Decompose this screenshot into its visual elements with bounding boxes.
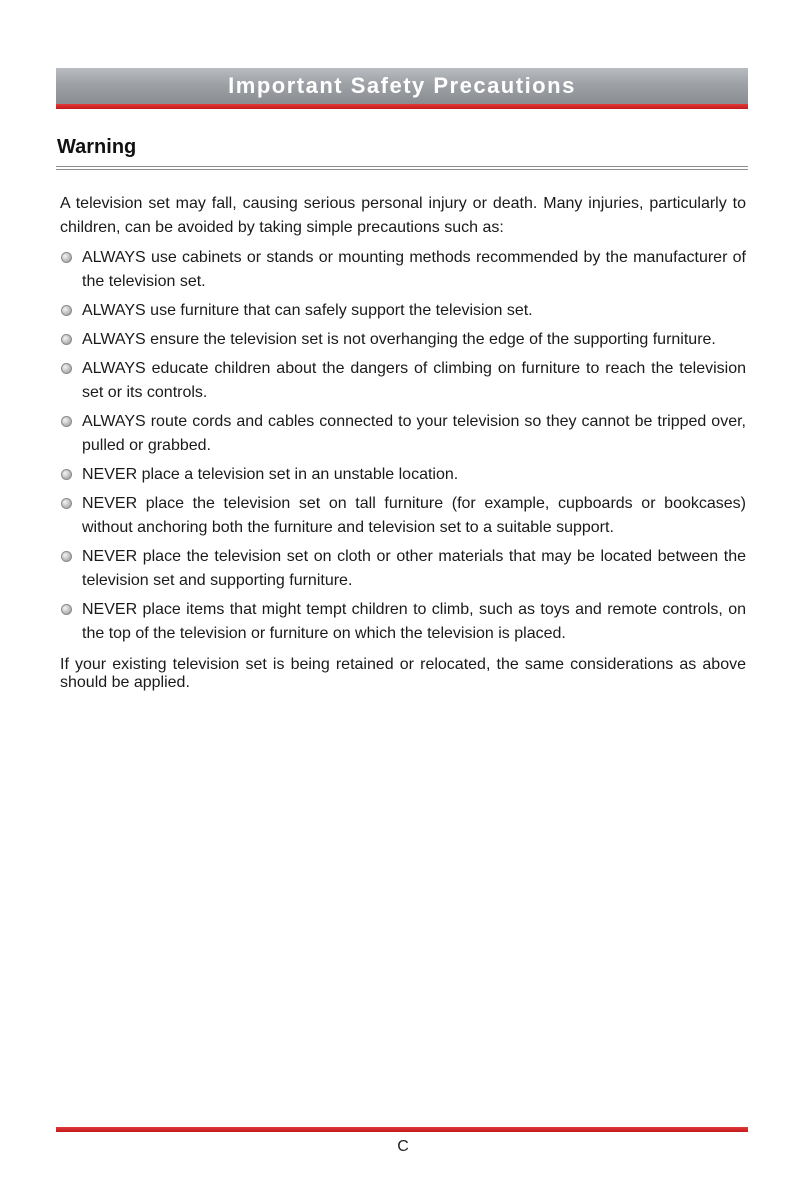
section-divider (56, 166, 748, 170)
header-divider (56, 104, 748, 109)
bullet-icon (61, 252, 72, 263)
precaution-list (60, 246, 746, 646)
list-item-text: NEVER place a television set in an unstable location. (82, 466, 459, 483)
list-item (60, 328, 746, 352)
page-number: C (397, 1138, 409, 1155)
page-title: Important Safety Precautions (228, 73, 576, 98)
footer-divider (56, 1127, 748, 1132)
list-item (60, 410, 746, 458)
list-item-text: ALWAYS use furniture that can safely support the television set. (82, 302, 533, 319)
list-item-text: NEVER place items that might tempt children to climb, such as toys and remote controls, on the top of the television or furniture on which the television is placed. (82, 601, 746, 642)
list-item (60, 357, 746, 405)
list-item (60, 545, 746, 593)
list-item-text: ALWAYS use cabinets or stands or mounting methods recommended by the manufacturer of the television set. (82, 249, 746, 290)
warning-content (60, 192, 746, 708)
bullet-icon (61, 551, 72, 562)
bullet-icon (61, 469, 72, 480)
list-item-text: ALWAYS ensure the television set is not overhanging the edge of the supporting furniture. (82, 331, 716, 348)
bullet-icon (61, 363, 72, 374)
intro-paragraph: A television set may fall, causing serious personal injury or death. Many injuries, particularly to children, can be avoided by taking simple precautions such as: (60, 195, 746, 236)
bullet-icon (61, 604, 72, 615)
list-item-text: ALWAYS educate children about the dangers of climbing on furniture to reach the television set or its controls. (82, 360, 746, 401)
list-item (60, 492, 746, 540)
list-item-text: NEVER place the television set on cloth or other materials that may be located between the television set and supporting furniture. (82, 548, 746, 589)
list-item-text: ALWAYS route cords and cables connected to your television so they cannot be tripped over, pulled or grabbed. (82, 413, 746, 454)
bullet-icon (61, 416, 72, 427)
closing-paragraph: If your existing television set is being retained or relocated, the same considerations as above should be applied. (60, 656, 746, 691)
bullet-icon (61, 305, 72, 316)
header-banner (56, 68, 748, 104)
list-item (60, 299, 746, 323)
bullet-icon (61, 498, 72, 509)
list-item (60, 598, 746, 646)
section-title: Warning (57, 136, 137, 158)
list-item (60, 246, 746, 294)
list-item (60, 463, 746, 487)
list-item-text: NEVER place the television set on tall furniture (for example, cupboards or bookcases) without anchoring both the furniture and television set to a suitable support. (82, 495, 746, 536)
bullet-icon (61, 334, 72, 345)
